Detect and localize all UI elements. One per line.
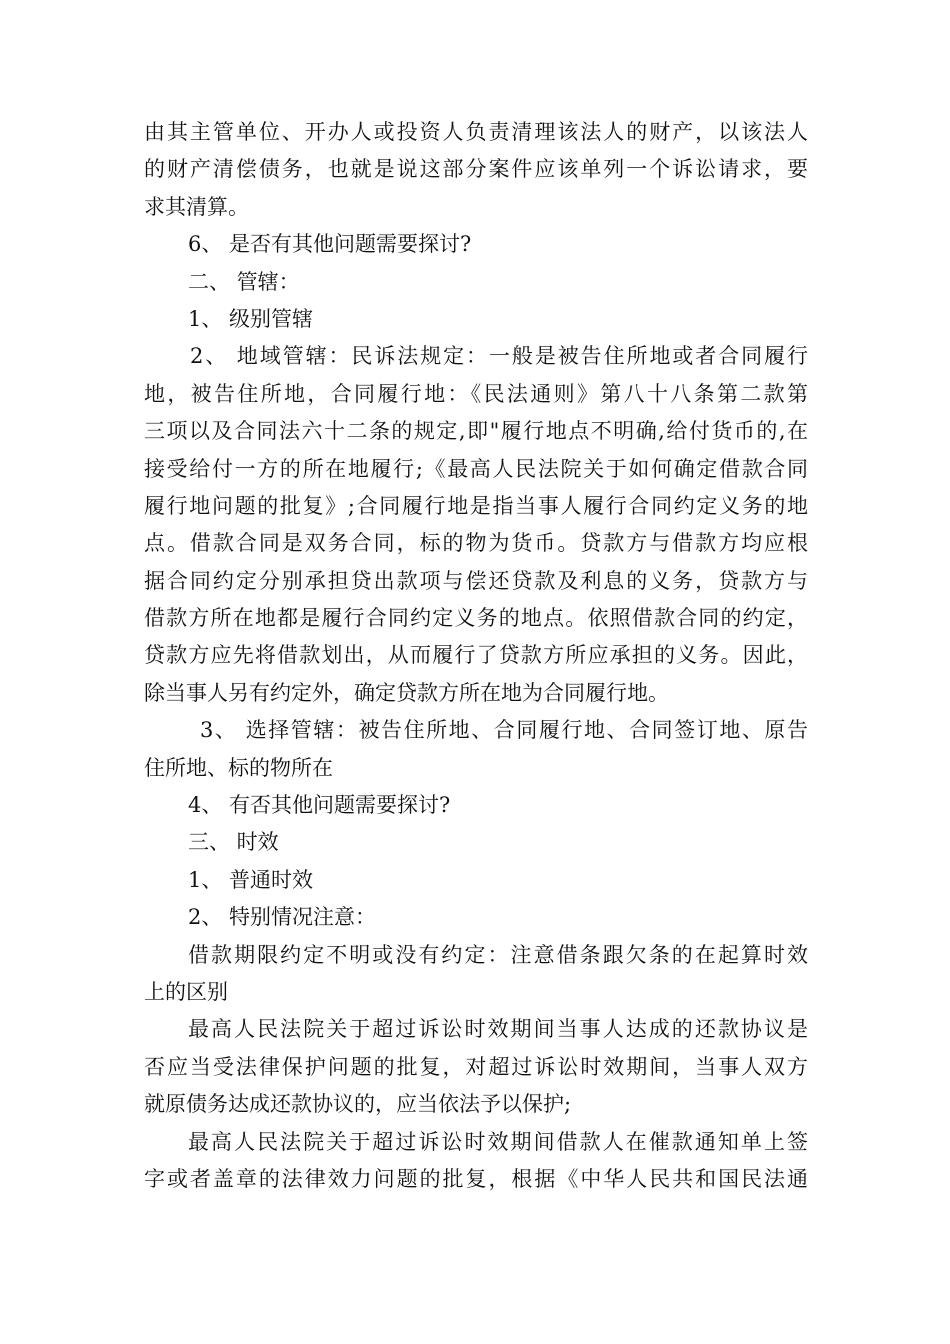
- text-line: 住所地、标的物所在: [144, 755, 333, 780]
- list-item: 4、 有否其他问题需要探讨?: [188, 793, 451, 818]
- text-line: 由其主管单位、开办人或投资人负责清理该法人的财产，以该法人: [144, 120, 808, 144]
- list-item: 2、 地域管辖：民诉法规定：一般是被告住所地或者合同履行: [190, 344, 808, 369]
- text-line: 除当事人另有约定外，确定贷款方所在地为合同履行地。: [144, 680, 669, 705]
- section-heading: 三、 时效: [188, 830, 279, 855]
- text-line: 最高人民法院关于超过诉讼时效期间借款人在催款通知单上签: [188, 1129, 808, 1154]
- text-line: 借款期限约定不明或没有约定：注意借条跟欠条的在起算时效: [188, 942, 808, 967]
- text-line: 据合同约定分别承担贷出款项与偿还贷款及利息的义务，贷款方与: [144, 568, 808, 593]
- text-line: 地，被告住所地，合同履行地：《民法通则》第八十八条第二款第: [144, 381, 808, 406]
- text-line: 求其清算。: [144, 194, 249, 219]
- text-line: 最高人民法院关于超过诉讼时效期间当事人达成的还款协议是: [188, 1017, 808, 1042]
- section-heading: 二、 管辖：: [188, 269, 300, 294]
- text-line: 上的区别: [144, 979, 228, 1004]
- text-line: 字或者盖章的法律效力问题的批复，根据《中华人民共和国民法通: [144, 1166, 808, 1191]
- text-line: 点。借款合同是双务合同，标的物为货币。贷款方与借款方均应根: [144, 531, 808, 556]
- text-line: 贷款方应先将借款划出，从而履行了贷款方所应承担的义务。因此，: [144, 643, 808, 668]
- list-item: 6、 是否有其他问题需要探讨?: [188, 232, 472, 257]
- list-item: 2、 特别情况注意：: [188, 905, 377, 930]
- text-line: 接受给付一方的所在地履行;《最高人民法院关于如何确定借款合同: [144, 456, 808, 481]
- text-line: 的财产清偿债务，也就是说这部分案件应该单列一个诉讼请求，要: [144, 157, 808, 182]
- text-line: 就原债务达成还款协议的，应当依法予以保护;: [144, 1092, 572, 1117]
- list-item: 3、 选择管辖：被告住所地、合同履行地、合同签订地、原告: [200, 718, 808, 743]
- text-line: 否应当受法律保护问题的批复，对超过诉讼时效期间，当事人双方: [144, 1054, 808, 1079]
- list-item: 1、 级别管辖: [188, 306, 314, 331]
- list-item: 1、 普通时效: [188, 867, 314, 892]
- text-line: 三项以及合同法六十二条的规定,即"履行地点不明确,给付货币的,在: [144, 419, 808, 444]
- text-line: 履行地问题的批复》;合同履行地是指当事人履行合同约定义务的地: [144, 493, 808, 518]
- text-line: 借款方所在地都是履行合同约定义务的地点。依照借款合同的约定，: [144, 606, 808, 631]
- document-body: [144, 114, 808, 1198]
